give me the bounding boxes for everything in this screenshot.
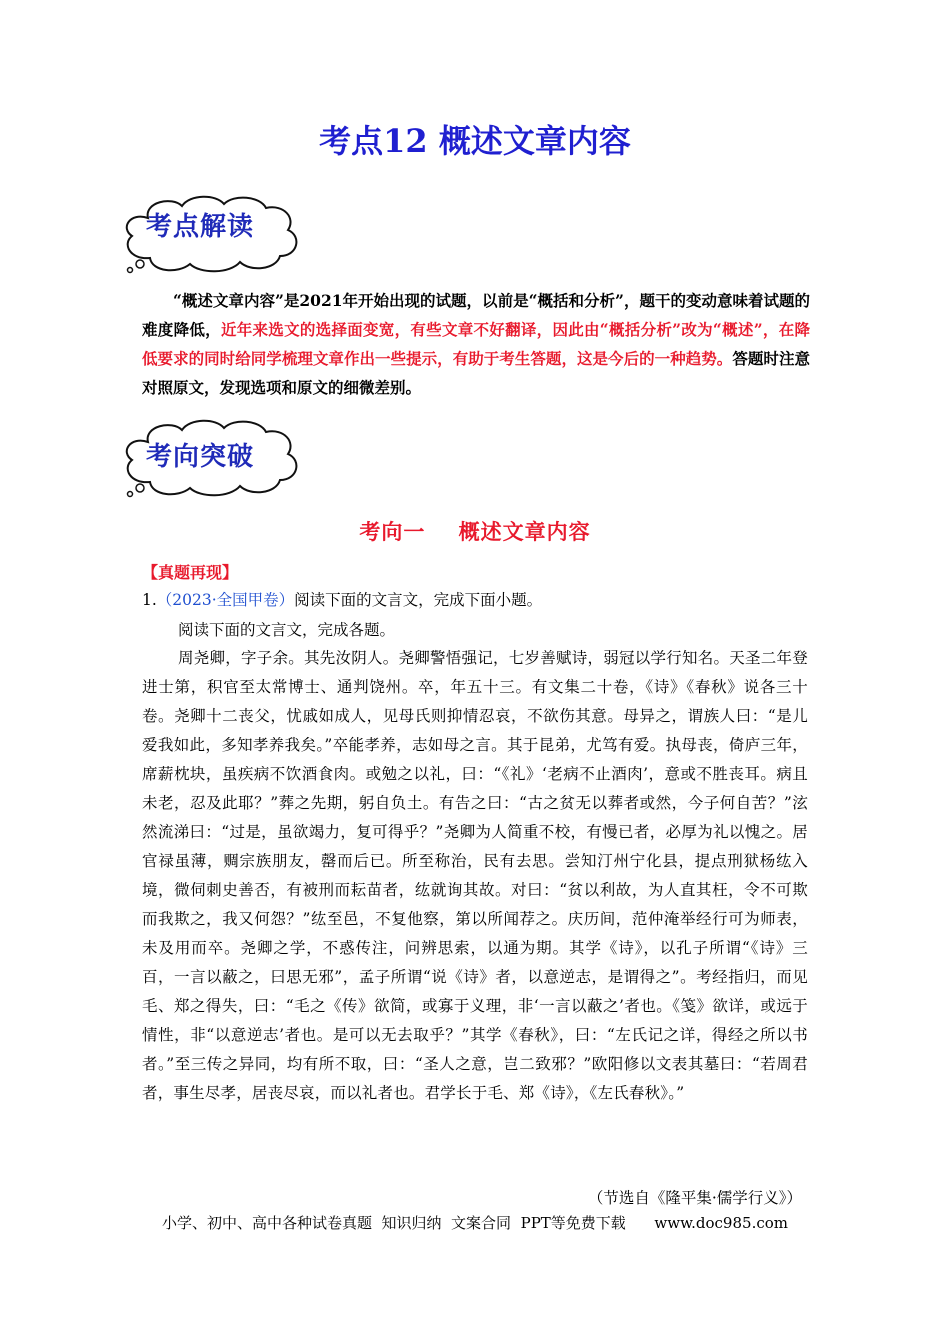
section-label-kaoxiang: 考向突破 — [146, 442, 255, 472]
intro-text-1: “概述文章内容”是2021年开始出现的试题，以前是“概括和分析”，题干的变动意味着试题的难度降低， — [142, 291, 810, 339]
question-source: （2023·全国甲卷） — [156, 591, 295, 609]
section-label-kaodian: 考点解读 — [146, 212, 255, 242]
intro-text-red: 近年来选文的选择面变宽，有些文章不好翻译，因此由“概括分析”改为“概述”，在降低要求的同时给同学梳理文章作出一些提示，有助于考生答题，这是今后的一种趋势。 — [142, 320, 810, 368]
sub-instruction: 阅读下面的文言文，完成各题。 — [178, 621, 396, 639]
sub-heading: 考向一 概述文章内容 — [359, 519, 591, 544]
question-line — [142, 588, 542, 610]
real-exam-tag: 【真题再现】 — [142, 563, 239, 582]
page-title: 考点12 概述文章内容 — [319, 122, 631, 160]
intro-text-3: 答题时注意对照原文，发现选项和原文的细微差别。 — [142, 349, 810, 397]
question-number: 1. — [142, 591, 157, 609]
section-cloud-badge-1 — [120, 194, 302, 274]
passage-source-note: （节选自《隆平集·儒学行义》） — [587, 1189, 802, 1207]
classical-passage: 周尧卿，字子余。其先汝阴人。尧卿警悟强记，七岁善赋诗，弱冠以学行知名。天圣二年登进士第，积官至太常博士、通判饶州。卒，年五十三。有文集二十卷，《诗》《春秋》说各三十卷。尧卿十二丧父，忧戚如成人，见母氏则抑情忍哀，不欲伤其意。母异之，谓族人曰：“是儿爱我如此，多知孝养我矣。”卒能孝养，志如母之言。其于昆弟，尤笃有爱。执母丧，倚庐三年，席薪枕块，虽疾病不饮酒食肉。或勉之以礼，曰：“《礼》‘老病不止酒肉’，意或不胜丧耳。病且未老，忍及此耶？”葬之先期，躬自负土。有告之曰：“古之贫无以葬者或然，今子何自苦？”泫然流涕曰：“过是，虽欲竭力，复可得乎？”尧卿为人简重不校，有慢已者，必厚为礼以愧之。居官禄虽薄，赒宗族朋友，罄而后已。所至称治，民有去思。尝知汀州宁化县，提点刑狱杨纮入境，微伺刺史善否，有被刑而耘苗者，纮就询其故。对曰：“贫以利故，为人直其枉，令不可欺而我欺之，我又何怨？”纮至邑，不复他察，第以所闻荐之。庆历间，范仲淹举经行可为师表，未及用而卒。尧卿之学，不惑传注，问辨思索，以通为期。其学《诗》，以孔子所谓“《诗》三百，一言以蔽之，曰思无邪”，孟子所谓“说《诗》者，以意逆志，是谓得之”。考经指归，而见毛、郑之得失，曰：“毛之《传》欲简，或寡于义理，非‘一言以蔽之’者也。《笺》欲详，或远于情性，非“以意逆志’者也。是可以无去取乎？”其学《春秋》，曰：“左氏记之详，得经之所以书者。”至三传之异同，均有所不取，曰：“圣人之意，岂二致邪？”欧阳修以文表其墓曰：“若周君者，事生尽孝，居丧尽哀，而以礼者也。君学长于毛、郑《诗》，《左氏春秋》。” — [142, 649, 808, 1102]
question-text: 阅读下面的文言文，完成下面小题。 — [294, 591, 543, 609]
page-footer: 小学、初中、高中各种试卷真题 知识归纳 文案合同 PPT等免费下载 www.doc985.com — [161, 1214, 788, 1232]
intro-paragraph — [142, 286, 810, 402]
section-cloud-badge-2 — [120, 418, 302, 498]
